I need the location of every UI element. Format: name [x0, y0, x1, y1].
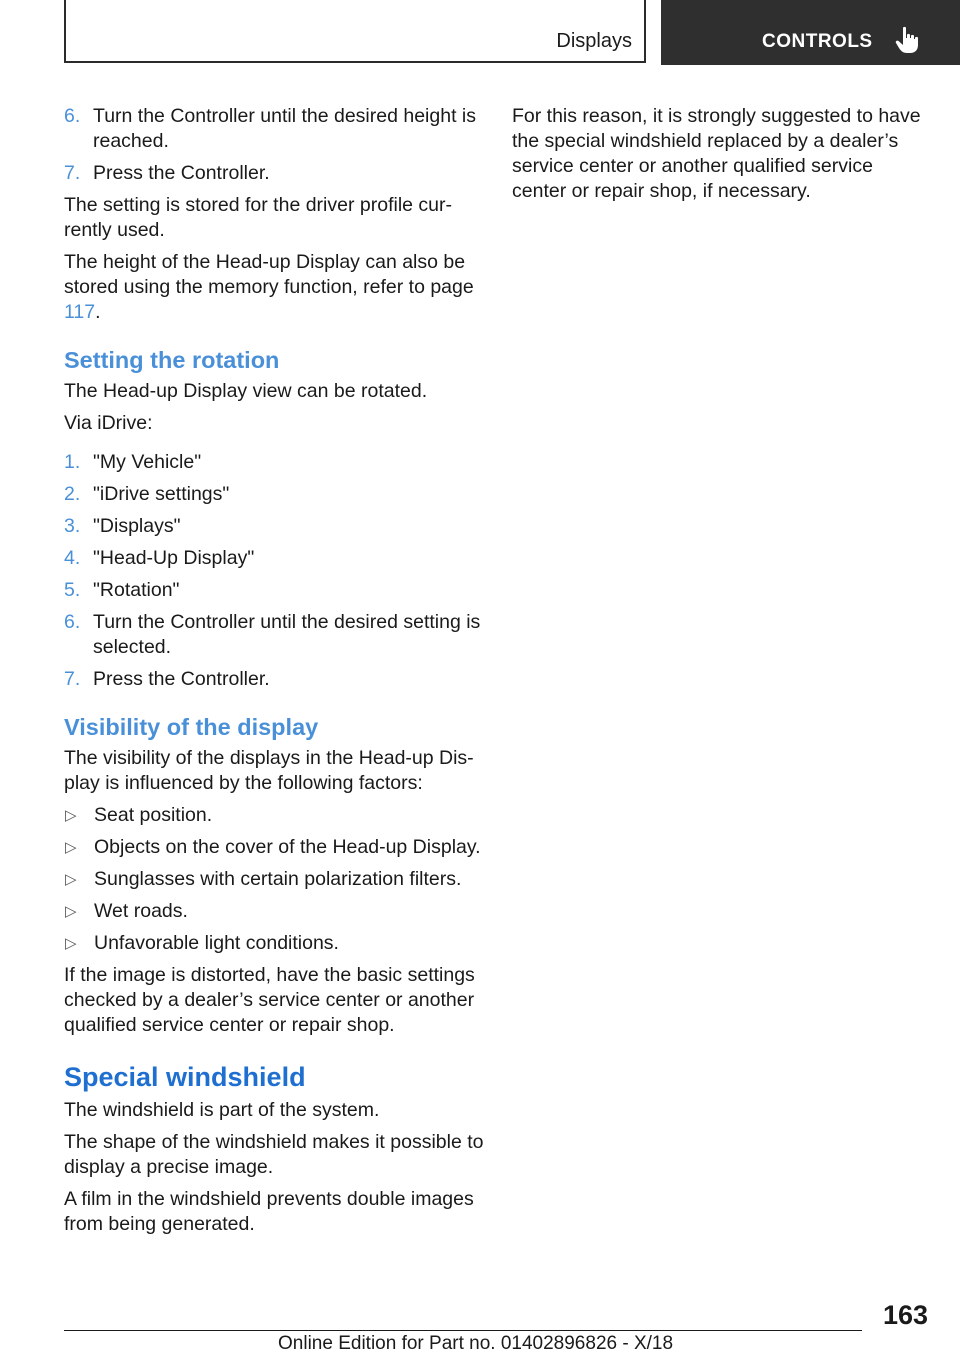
header-chapter-tab — [661, 0, 960, 65]
header-section-title: Displays — [556, 30, 632, 52]
triangle-bullet-icon: ▷ — [65, 807, 77, 824]
triangle-bullet-icon: ▷ — [65, 935, 77, 952]
paragraph-text: . — [95, 301, 101, 323]
list-item — [64, 931, 484, 956]
bullet-text: Wet roads. — [94, 900, 188, 922]
bullet-text: Objects on the cover of the Head-up Display. — [94, 836, 481, 858]
paragraph: Via iDrive: — [64, 412, 153, 434]
bullet-text: Sunglasses with certain polarization filters. — [94, 868, 462, 890]
paragraph-memory — [64, 250, 484, 325]
pointing-hand-icon — [895, 26, 921, 54]
list-item — [64, 867, 484, 892]
step-number: 6. — [64, 611, 81, 633]
step-text: "iDrive settings" — [93, 483, 230, 505]
paragraph: The setting is stored for the driver profile cur‐rently used. — [64, 194, 452, 241]
paragraph: For this reason, it is strongly suggested to have the special windshield replaced by a dealer’s service center or another qualified service center or repair shop, if necessary. — [512, 105, 921, 202]
list-item — [64, 899, 484, 924]
step-text: Turn the Controller until the desired setting is selected. — [93, 611, 481, 658]
list-item — [64, 104, 484, 154]
paragraph: A film in the windshield prevents double images from being generated. — [64, 1188, 474, 1235]
step-number: 3. — [64, 515, 81, 537]
list-item — [64, 514, 484, 539]
list-item — [64, 450, 484, 475]
page-reference-link[interactable]: 117 — [64, 301, 96, 323]
paragraph: The Head-up Display view can be rotated. — [64, 380, 428, 402]
paragraph: The windshield is part of the system. — [64, 1099, 380, 1121]
list-item — [64, 578, 484, 603]
triangle-bullet-icon: ▷ — [65, 839, 77, 856]
step-text: Turn the Controller until the desired height is reached. — [93, 105, 476, 152]
list-item — [64, 161, 484, 186]
page-number: 163 — [882, 1300, 928, 1330]
step-number: 6. — [64, 105, 81, 127]
left-column — [64, 104, 484, 1244]
step-text: "My Vehicle" — [93, 451, 202, 473]
list-item — [64, 667, 484, 692]
step-number: 7. — [64, 668, 81, 690]
bullet-text: Unfavorable light conditions. — [94, 932, 339, 954]
header-chapter-label: CONTROLS — [762, 31, 873, 52]
footer-divider — [64, 1330, 862, 1331]
step-text: "Displays" — [93, 515, 181, 537]
step-number: 4. — [64, 547, 81, 569]
list-item — [64, 546, 484, 571]
step-text: Press the Controller. — [93, 162, 270, 184]
bullet-text: Seat position. — [94, 804, 213, 826]
step-number: 1. — [64, 451, 81, 473]
list-item — [64, 835, 484, 860]
triangle-bullet-icon: ▷ — [65, 903, 77, 920]
footer-edition: Online Edition for Part no. 01402896826 - X/18 — [278, 1333, 674, 1354]
header-section-box — [64, 0, 646, 63]
list-item — [64, 610, 484, 660]
step-text: "Head-Up Display" — [93, 547, 255, 569]
right-column — [512, 104, 932, 211]
step-text: Press the Controller. — [93, 668, 270, 690]
step-number: 7. — [64, 162, 81, 184]
step-text: "Rotation" — [93, 579, 180, 601]
triangle-bullet-icon: ▷ — [65, 871, 77, 888]
section-heading: Setting the rotation — [64, 347, 280, 373]
section-heading: Visibility of the display — [64, 714, 319, 740]
step-number: 5. — [64, 579, 81, 601]
chapter-heading: Special windshield — [64, 1062, 306, 1092]
list-item — [64, 482, 484, 507]
paragraph-text: The height of the Head-up Display can also be stored using the memory function, refer to page — [64, 251, 474, 298]
list-item — [64, 803, 484, 828]
paragraph: The visibility of the displays in the Head-up Dis‐play is influenced by the following factors: — [64, 747, 474, 794]
step-number: 2. — [64, 483, 81, 505]
paragraph: The shape of the windshield makes it possible to display a precise image. — [64, 1131, 484, 1178]
paragraph: If the image is distorted, have the basic settings checked by a dealer’s service center or another qualified service center or repair shop. — [64, 964, 475, 1036]
